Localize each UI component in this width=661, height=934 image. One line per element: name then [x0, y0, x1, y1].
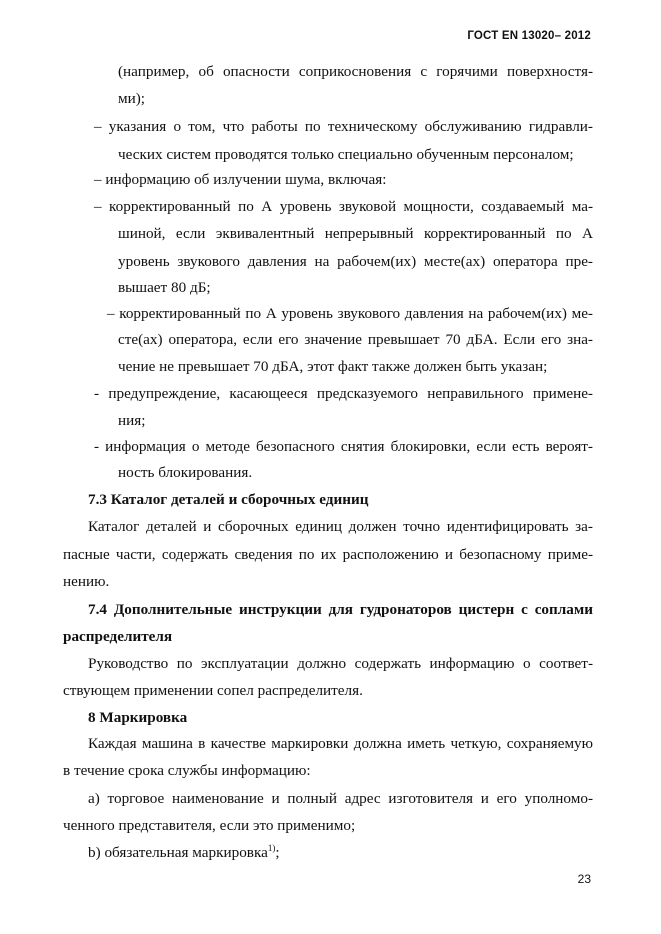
- text-line-content: – информацию об излучении шума, включая:: [94, 171, 387, 188]
- text-line-content: вышает 80 дБ;: [118, 279, 211, 296]
- list-item: [0, 789, 661, 809]
- text-line-content: (например, об опасности соприкосновения с горячими поверхностя-: [118, 63, 593, 80]
- text-line-content: [88, 843, 280, 863]
- text-line-content: сте(ах) оператора, если его значение превышает 70 дБА. Если его зна-: [118, 331, 593, 348]
- text-line: [0, 62, 661, 82]
- text-line-content: Каталог деталей и сборочных единиц должен точно идентифицировать за-: [88, 518, 593, 535]
- text-line: [0, 463, 661, 483]
- text-line-content: ствующем применении сопел распределителя.: [63, 682, 363, 699]
- page-number: 23: [577, 872, 591, 886]
- text-line-content: - предупреждение, касающееся предсказуемого неправильного примене-: [94, 385, 593, 402]
- list-item: [0, 170, 661, 190]
- text-line-content: уровень звукового давления на рабочем(их) месте(ах) оператора пре-: [118, 253, 593, 270]
- paragraph-line: [0, 517, 661, 537]
- text-line-content: в течение срока службы информацию:: [63, 762, 311, 779]
- text-line: [0, 89, 661, 109]
- list-item: [0, 843, 661, 863]
- text-line-content: Каждая машина в качестве маркировки должна иметь четкую, сохраняемую: [88, 735, 593, 752]
- paragraph-line: [0, 681, 661, 701]
- list-item: [0, 304, 661, 324]
- paragraph-line: [0, 761, 661, 781]
- section-heading-text: распределителя: [63, 628, 173, 645]
- list-item: [0, 197, 661, 217]
- text-line-content: ность блокирования.: [118, 464, 253, 481]
- text-line-content: – указания о том, что работы по техническому обслуживанию гидравли-: [94, 118, 593, 135]
- text-line-content: нению.: [63, 573, 110, 590]
- text-line-content: ми);: [118, 90, 146, 107]
- text-line: [0, 252, 661, 272]
- text-line-content: ческих систем проводятся только специально обученным персоналом;: [118, 146, 574, 163]
- text-line: [0, 145, 661, 165]
- section-heading: [0, 600, 661, 620]
- text-line-content: ния;: [118, 412, 146, 429]
- text-line-content: пасные части, содержать сведения по их расположению и безопасному приме-: [63, 546, 593, 563]
- text-line-content: – корректированный по А уровень звуковой мощности, создаваемый ма-: [94, 198, 593, 215]
- text-line-content: - информация о методе безопасного снятия блокировки, если есть вероят-: [94, 438, 593, 455]
- text-line: [0, 278, 661, 298]
- paragraph-line: [0, 545, 661, 565]
- section-heading: [0, 708, 661, 728]
- text-line: [0, 357, 661, 377]
- text-line-content: Руководство по эксплуатации должно содержать информацию о соответ-: [88, 655, 593, 672]
- list-item: [0, 437, 661, 457]
- paragraph-line: [0, 572, 661, 592]
- text-line: [0, 330, 661, 350]
- text-line: [0, 411, 661, 431]
- list-item: [0, 384, 661, 404]
- text-line-content: чение не превышает 70 дБА, этот факт также должен быть указан;: [118, 358, 548, 375]
- text-line-content: ченного представителя, если это применимо;: [63, 817, 356, 834]
- text-line: [0, 816, 661, 836]
- list-item: [0, 117, 661, 137]
- paragraph-line: [0, 734, 661, 754]
- document-code: ГОСТ EN 13020– 2012: [467, 30, 591, 42]
- text-line: [0, 224, 661, 244]
- footnote-reference: 1): [267, 843, 276, 853]
- section-heading-text: 7.4 Дополнительные инструкции для гудронаторов цистерн с соплами: [88, 601, 593, 618]
- section-heading-text: 8 Маркировка: [88, 709, 188, 726]
- section-heading: [0, 627, 661, 647]
- text-line-content: – корректированный по А уровень звукового давления на рабочем(их) ме-: [107, 305, 593, 322]
- text-line-content: шиной, если эквивалентный непрерывный корректированный по А: [118, 225, 593, 242]
- paragraph-line: [0, 654, 661, 674]
- list-item-text: b) обязательная маркировка: [88, 844, 268, 861]
- list-item-punctuation: ;: [275, 844, 280, 861]
- section-heading: [0, 490, 661, 510]
- section-heading-text: 7.3 Каталог деталей и сборочных единиц: [88, 491, 369, 508]
- text-line-content: а) торговое наименование и полный адрес изготовителя и его уполномо-: [88, 790, 593, 807]
